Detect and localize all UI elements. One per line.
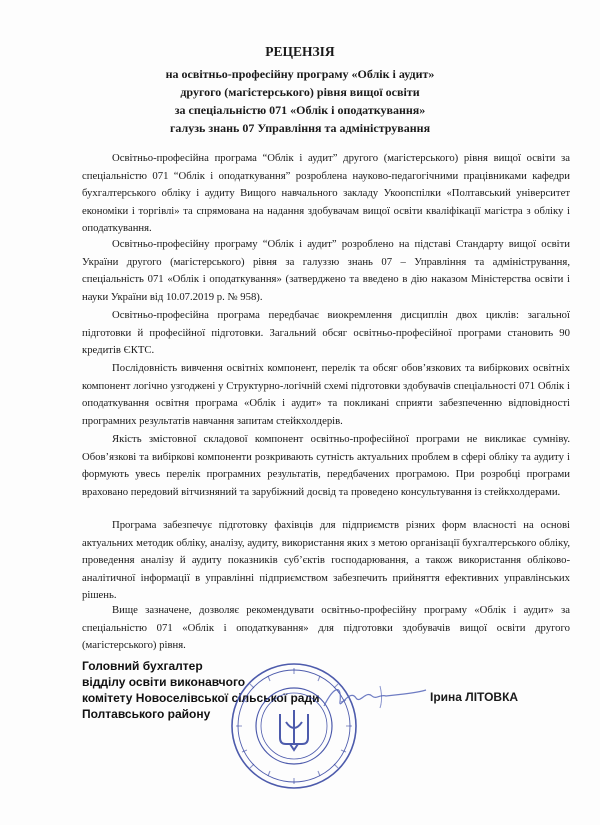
signature-line-1: Головний бухгалтер — [82, 659, 203, 673]
paragraph-4: Послідовність вивчення освітніх компонент, перелік та обсяг обов’язкових та вибіркових освітніх компонент логічно узгоджені у Структурно-логічній схемі підготовки здобувачів спеціальності 071 Облік і оподаткування освітня програма «Облік і аудит» та покликані сприяти забезпеченню відповідності програмних результатів навчання запитам стейкхолдерів. — [82, 362, 570, 427]
document-title: РЕЦЕНЗІЯ — [265, 44, 335, 59]
handwritten-signature — [320, 676, 430, 716]
signer-name: Ірина ЛІТОВКА — [430, 690, 519, 704]
trident-emblem-icon — [280, 710, 308, 750]
subtitle-line-4: галузь знань 07 Управління та адміністрування — [169, 121, 431, 135]
signature-line-3: комітету Новоселівської сільської ради — [82, 691, 320, 705]
paragraph-1: Освітньо-професійна програма “Облік і аудит” другого (магістерського) рівня вищої освіти за спеціальністю 071 “Облік і оподаткування” розроблена науково-педагогічними працівниками кафедри бухгалтерського обліку і аудиту Вищого навчального закладу Укоопспілки «Полтавський університет економіки і торгівлі» та спрямована на надання здобувачам вищої освіти кваліфікації магістра з обліку і оподаткування. — [82, 152, 570, 235]
paragraph-7: Вище зазначене, дозволяє рекомендувати освітньо-професійну програму «Облік і аудит» за спеціальністю 071 «Облік і оподаткування» для підготовки здобувачів вищої освіти другого (магістерського) рівня. — [82, 604, 570, 652]
subtitle-line-1: на освітньо-професійну програму «Облік і аудит» — [165, 67, 435, 81]
signature-line-4: Полтавського району — [82, 707, 211, 721]
subtitle-line-2: другого (магістерського) рівня вищої освіти — [180, 85, 420, 99]
paragraph-5: Якість змістовної складової компонент освітньо-професійної програми не викликає сумніву. Обов’язкові та вибіркові компоненти розкривають сутність актуальних проблем в сфері обліку та аудиту і формують увесь перелік програмних результатів, передбачених програмою. При розробці програми враховано передовий вітчизняний та зарубіжний досвід та проведено консультування із стейкхолдерами. — [82, 433, 570, 498]
paragraph-2: Освітньо-професійну програму “Облік і аудит” розроблено на підставі Стандарту вищої освіти України другого (магістерського) рівня за галуззю знань 07 – Управління та адміністрування, спеціальність 071 «Облік і оподаткування» (затверджено та введено в дію наказом Міністерства освіти і науки України від 10.07.2019 р. № 958). — [82, 238, 570, 303]
paragraph-6: Програма забезпечує підготовку фахівців для підприємств різних форм власності на основі актуальних методик обліку, аналізу, аудиту, використання яких з метою організації бухгалтерського обліку, проведення аналізу й аудиту показників суб’єктів господарювання, а також використання обліково-аналітичної інформації в управлінні підприємством забезпечить прийняття ефективних управлінських рішень. — [82, 519, 570, 602]
signature-line-2: відділу освіти виконавчого — [82, 675, 246, 689]
subtitle-line-3: за спеціальністю 071 «Облік і оподаткування» — [174, 103, 426, 117]
paragraph-3: Освітньо-професійна програма передбачає виокремлення дисциплін двох циклів: загальної підготовки й професійної підготовки. Загальний обсяг освітньо-професійної програми становить 90 кредитів ЄКТС. — [82, 309, 570, 357]
